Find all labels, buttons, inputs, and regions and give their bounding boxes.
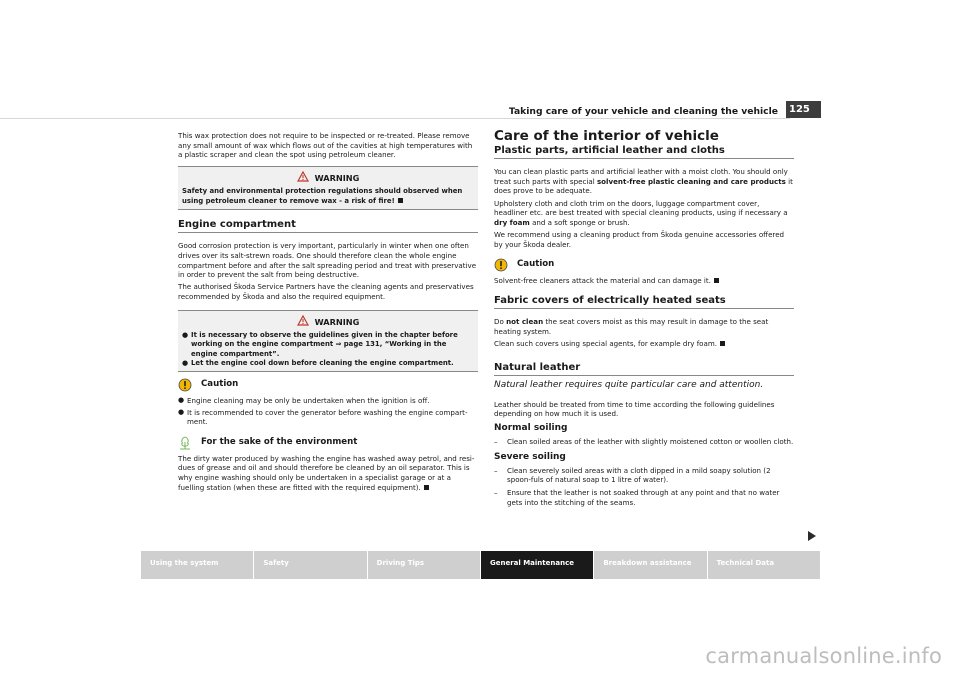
warning-heading	[182, 171, 474, 184]
nav-tab-driving-tips[interactable]: Driving Tips	[368, 551, 480, 579]
caution-text: Solvent-free cleaners attack the material and can damage it.	[494, 276, 711, 286]
normal-item: Clean soiled areas of the leather with slightly moistened cotton or woollen cloth.	[507, 436, 794, 446]
caution-title: Caution	[201, 379, 239, 390]
leather-paragraph: Leather should be treated from time to time according the following guidelines depending on how much it is used.	[494, 399, 775, 419]
nav-tab-breakdown-assistance[interactable]: Breakdown assistance	[594, 551, 706, 579]
dash: –	[494, 436, 498, 446]
list-item	[494, 437, 794, 447]
emphasis: solvent-free plastic cleaning and care products	[596, 176, 786, 186]
severe-item-2: Ensure that the leather is not soaked through at any point and that no water gets into the stitching of the seams.	[507, 488, 780, 507]
warning-bullet-1: It is necessary to observe the guidelines given in the chapter before working on the engine compartment ⇒ page 131, “Working in the engine compartment”.	[191, 331, 458, 358]
environment-heading	[178, 436, 478, 450]
engine-paragraph-2: The authorised Škoda Service Partners have the cleaning agents and preservatives recommended by Škoda and also the required equipment.	[178, 282, 474, 301]
tree-icon	[178, 436, 192, 450]
environment-title: For the sake of the environment	[201, 436, 358, 447]
intro-paragraph: This wax protection does not require to be inspected or re-treated. Please remove any small amount of wax which flows out of the cavities at high temperatures with a plastic scraper and clean the spot using petroleum cleaner.	[178, 131, 473, 160]
text: it does prove to be adequate.	[494, 176, 793, 196]
page-title: Care of the interior of vehicle	[494, 128, 719, 144]
caution-bullet-2: It is recommended to cover the generator before washing the engine compart-ment.	[187, 407, 468, 427]
emphasis: dry foam	[494, 217, 530, 227]
text: Upholstery cloth and cloth trim on the doors, luggage compartment cover, headliner etc. are best treated with special cleaning products, using if necessary a	[494, 198, 788, 218]
nav-tab-using-the-system[interactable]: Using the system	[141, 551, 253, 579]
warning-title: WARNING	[314, 172, 360, 183]
plastic-paragraph-1	[494, 167, 794, 196]
end-marker	[720, 341, 725, 346]
end-marker	[424, 485, 429, 490]
list-item	[182, 331, 474, 359]
subheading-severe-soiling: Severe soiling	[494, 452, 566, 463]
severe-item-1: Clean severely soiled areas with a cloth dipped in a mild soapy solution (2 spoon-fuls of natural soap to 1 litre of water).	[507, 465, 771, 485]
section-heading-plastic: Plastic parts, artificial leather and cloths	[494, 146, 794, 160]
header-rule	[0, 118, 790, 119]
list-item	[494, 488, 794, 507]
nav-tab-safety[interactable]: Safety	[254, 551, 366, 579]
plastic-paragraph-2	[494, 199, 794, 228]
caution-icon	[494, 258, 508, 272]
left-column	[178, 131, 478, 495]
chapter-nav	[141, 551, 821, 579]
right-column	[494, 128, 794, 510]
section-heading-fabric: Fabric covers of electrically heated seats	[494, 296, 794, 310]
text: You can clean plastic parts and artificial leather with a moist cloth. You should only treat such parts with special	[494, 167, 788, 186]
section-heading-leather: Natural leather	[494, 363, 794, 377]
chapter-title: Taking care of your vehicle and cleaning the vehicle	[508, 106, 778, 117]
section-heading-engine: Engine compartment	[178, 220, 478, 234]
end-marker	[398, 198, 403, 203]
caution-heading	[178, 378, 478, 392]
plastic-paragraph-3: We recommend using a cleaning product from Škoda genuine accessories offered by your Škoda dealer.	[494, 229, 785, 249]
caution-icon	[178, 378, 192, 392]
bullet: ●	[178, 407, 185, 416]
text: Do	[494, 317, 507, 327]
warning-bullet-2: Let the engine cool down before cleaning the engine compartment.	[191, 358, 454, 367]
list-item	[178, 396, 478, 406]
warning-triangle-icon	[297, 171, 309, 182]
list-item	[494, 466, 794, 485]
nav-tab-technical-data[interactable]: Technical Data	[708, 551, 820, 579]
subheading-normal-soiling: Normal soiling	[494, 423, 568, 434]
dash: –	[494, 488, 498, 498]
text: the seat covers moist as this may result in damage to the seat heating system.	[494, 317, 769, 336]
dash: –	[494, 465, 498, 475]
text: and a soft sponge or brush.	[529, 217, 630, 227]
section-subtitle: Natural leather requires quite particular care and attention.	[494, 380, 764, 391]
caution-title: Caution	[517, 259, 555, 270]
list-item	[178, 408, 478, 427]
environment-text: The dirty water produced by washing the engine has washed away petrol, and resi-dues of grease and oil and should therefore be cleaned by an oil separator. This is why engine washing should only be undertaken in a specialist garage or at a fuelling station (when these are fitted with the required equipment).	[178, 453, 475, 492]
watermark: carmanualsonline.info	[705, 644, 942, 668]
page-number: 125	[786, 101, 821, 118]
bullet: ●	[178, 395, 185, 404]
bullet: ●	[182, 331, 189, 340]
fabric-paragraph-2: Clean such covers using special agents, for example dry foam.	[494, 339, 718, 349]
warning-title: WARNING	[314, 316, 360, 327]
caution-heading	[494, 258, 794, 272]
emphasis: not clean	[506, 317, 544, 327]
nav-tab-general-maintenance[interactable]: General Maintenance	[481, 551, 593, 579]
caution-bullet-1: Engine cleaning may be only be undertaken when the ignition is off.	[187, 395, 430, 405]
bullet: ●	[182, 358, 189, 367]
warning-box-wax	[178, 166, 478, 210]
end-marker	[714, 278, 719, 283]
warning-heading	[182, 315, 474, 328]
warning-triangle-icon	[297, 315, 309, 326]
engine-paragraph-1: Good corrosion protection is very important, particularly in winter when one often drives over its salt-strewn roads. One should therefore clean the whole engine compartment before and after the salt spreading period and treat with preservative in order to prevent the salt from being destructive.	[178, 241, 477, 280]
list-item	[182, 359, 474, 368]
warning-text: Safety and environmental protection regulations should observed when using petroleum cleaner to remove wax - a risk of fire!	[182, 187, 463, 205]
fabric-paragraph-1	[494, 317, 794, 336]
warning-box-engine	[178, 310, 478, 372]
next-page-arrow-icon[interactable]	[808, 531, 816, 541]
